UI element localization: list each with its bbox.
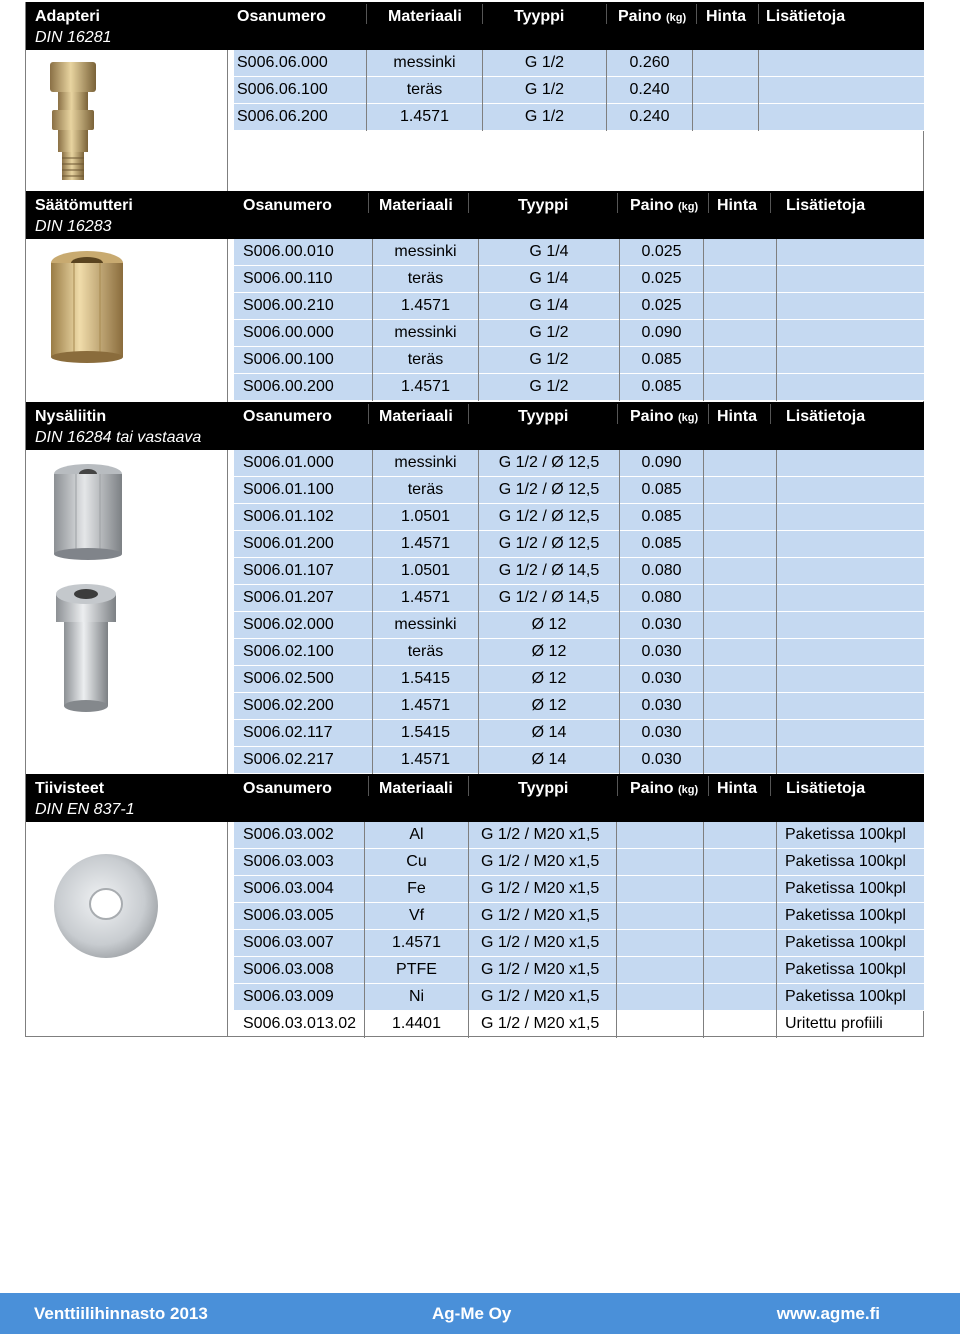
cell-divider: [703, 612, 704, 639]
footer-website: www.agme.fi: [776, 1304, 880, 1323]
col-tyyppi: Tyyppi: [518, 197, 569, 214]
section-title: Säätömutteri: [35, 197, 133, 214]
section-rows: [234, 50, 924, 131]
table-row: [234, 531, 924, 558]
cell-divider: [776, 666, 777, 693]
table-row: [234, 849, 924, 876]
cell-divider: [776, 477, 777, 504]
cell-divider: [703, 320, 704, 347]
cell-osanumero: S006.00.000: [243, 324, 334, 341]
table-row: [234, 984, 924, 1011]
hex-nipple-product-image: [50, 462, 126, 562]
cell-divider: [703, 347, 704, 374]
cell-tyyppi: G 1/2 / M20 x1,5: [481, 934, 600, 951]
cell-divider: [776, 930, 777, 957]
cell-divider: [616, 822, 617, 849]
cell-materiaali: messinki: [394, 454, 457, 471]
cell-divider: [703, 585, 704, 612]
cell-tyyppi: G 1/4: [529, 270, 569, 287]
col-lisatietoja: Lisätietoja: [786, 408, 866, 425]
cell-tyyppi: G 1/2 / M20 x1,5: [481, 826, 600, 843]
cell-materiaali: Vf: [408, 907, 425, 924]
table-row: [234, 747, 924, 774]
section-rows: [234, 239, 924, 401]
cell-paino: 0.025: [641, 297, 682, 314]
col-lisatietoja: Lisätietoja: [786, 780, 866, 797]
cell-paino: 0.085: [641, 351, 682, 368]
sealing-washer-product-image: [52, 848, 160, 960]
cell-divider: [703, 984, 704, 1011]
cell-materiaali: 1.4571: [392, 934, 441, 951]
cell-tyyppi: Ø 14: [531, 751, 567, 768]
cell-divider: [703, 903, 704, 930]
cell-materiaali: teräs: [407, 643, 444, 660]
cell-divider: [468, 957, 469, 984]
section-title: Nysäliitin: [35, 408, 107, 425]
cell-paino: 0.085: [641, 508, 682, 525]
col-osanumero: Osanumero: [243, 408, 332, 425]
col-lisatietoja: Lisätietoja: [786, 197, 866, 214]
table-row: [234, 50, 924, 77]
cell-divider: [616, 903, 617, 930]
cell-materiaali: 1.5415: [401, 670, 450, 687]
header-separator: [758, 4, 759, 24]
cell-osanumero: S006.02.500: [243, 670, 334, 687]
cell-materiaali: 1.4401: [392, 1015, 441, 1032]
cell-osanumero: S006.01.200: [243, 535, 334, 552]
table-row: [234, 693, 924, 720]
cell-tyyppi: Ø 12: [531, 616, 567, 633]
cell-divider: [616, 984, 617, 1011]
section-title: Tiivisteet: [35, 780, 105, 797]
table-row: [234, 930, 924, 957]
cell-divider: [758, 77, 759, 104]
header-separator: [606, 4, 607, 24]
cell-lisatietoja: Paketissa 100kpl: [785, 961, 906, 978]
table-row: [234, 293, 924, 320]
cell-divider: [703, 374, 704, 401]
cell-paino: 0.240: [629, 108, 670, 125]
adjusting-nut-product-image: [46, 249, 128, 365]
cell-osanumero: S006.06.200: [237, 108, 328, 125]
cell-divider: [776, 347, 777, 374]
section-rows: [234, 822, 924, 1038]
table-row: [234, 666, 924, 693]
col-hinta: Hinta: [717, 197, 757, 214]
cell-paino: 0.090: [641, 454, 682, 471]
cell-divider: [692, 104, 693, 131]
cell-tyyppi: G 1/2 / M20 x1,5: [481, 1015, 600, 1032]
section-header: [26, 191, 924, 239]
cell-osanumero: S006.00.010: [243, 243, 334, 260]
cell-osanumero: S006.01.102: [243, 508, 334, 525]
cell-materiaali: 1.4571: [401, 297, 450, 314]
col-paino: Paino (kg): [618, 8, 687, 25]
cell-paino: 0.030: [641, 697, 682, 714]
cell-divider: [616, 876, 617, 903]
cell-materiaali: Cu: [406, 853, 427, 870]
col-lisatietoja: Lisätietoja: [766, 8, 846, 25]
cell-paino: 0.090: [641, 324, 682, 341]
cell-tyyppi: G 1/2 / Ø 12,5: [498, 535, 600, 552]
col-tyyppi: Tyyppi: [518, 780, 569, 797]
cell-osanumero: S006.01.000: [243, 454, 334, 471]
cell-tyyppi: G 1/2: [529, 351, 569, 368]
cell-paino: 0.240: [629, 81, 670, 98]
cell-divider: [703, 849, 704, 876]
cell-divider: [776, 720, 777, 747]
table-row: [234, 450, 924, 477]
col-tyyppi: Tyyppi: [514, 8, 565, 25]
cell-tyyppi: G 1/2 / Ø 12,5: [498, 454, 600, 471]
cell-divider: [776, 876, 777, 903]
col-tyyppi: Tyyppi: [518, 408, 569, 425]
cell-divider: [776, 558, 777, 585]
cell-divider: [776, 450, 777, 477]
cell-divider: [703, 266, 704, 293]
cell-divider: [703, 666, 704, 693]
cell-divider: [776, 374, 777, 401]
cell-tyyppi: Ø 12: [531, 643, 567, 660]
cell-tyyppi: G 1/2: [529, 378, 569, 395]
cell-osanumero: S006.03.007: [243, 934, 334, 951]
cell-paino: 0.030: [641, 751, 682, 768]
image-column-divider: [227, 2, 228, 1037]
cell-tyyppi: G 1/4: [529, 243, 569, 260]
cell-osanumero: S006.00.100: [243, 351, 334, 368]
cell-divider: [776, 531, 777, 558]
cell-divider: [776, 612, 777, 639]
section-standard: DIN EN 837-1: [35, 801, 135, 818]
cell-divider: [758, 50, 759, 77]
cell-paino: 0.080: [641, 562, 682, 579]
cell-divider: [776, 320, 777, 347]
cell-divider: [468, 849, 469, 876]
page-footer: [0, 1293, 960, 1334]
cell-tyyppi: G 1/4: [529, 297, 569, 314]
cell-divider: [776, 849, 777, 876]
cell-osanumero: S006.03.004: [243, 880, 334, 897]
cell-divider: [616, 930, 617, 957]
cell-divider: [468, 930, 469, 957]
cell-materiaali: messinki: [394, 243, 457, 260]
table-row: [234, 504, 924, 531]
cell-lisatietoja: Paketissa 100kpl: [785, 988, 906, 1005]
cell-divider: [703, 293, 704, 320]
cell-divider: [703, 1011, 704, 1038]
cell-osanumero: S006.01.100: [243, 481, 334, 498]
cell-divider: [468, 822, 469, 849]
cell-tyyppi: G 1/2 / Ø 12,5: [498, 481, 600, 498]
cell-tyyppi: G 1/2 / Ø 14,5: [498, 589, 600, 606]
cell-paino: 0.030: [641, 724, 682, 741]
table-row: [234, 1011, 924, 1038]
cell-divider: [703, 558, 704, 585]
col-materiaali: Materiaali: [379, 780, 453, 797]
cell-lisatietoja: Paketissa 100kpl: [785, 934, 906, 951]
cell-divider: [616, 957, 617, 984]
table-row: [234, 77, 924, 104]
cell-divider: [468, 876, 469, 903]
cell-divider: [703, 957, 704, 984]
table-row: [234, 957, 924, 984]
cell-materiaali: Ni: [408, 988, 425, 1005]
cell-paino: 0.085: [641, 481, 682, 498]
cell-materiaali: 1.4571: [401, 697, 450, 714]
cell-divider: [776, 239, 777, 266]
section-standard: DIN 16281: [35, 29, 112, 46]
col-paino: Paino (kg): [630, 197, 699, 214]
header-separator: [696, 4, 697, 24]
cell-materiaali: teräs: [407, 481, 444, 498]
cell-divider: [703, 693, 704, 720]
col-osanumero: Osanumero: [243, 197, 332, 214]
cell-materiaali: teräs: [407, 351, 444, 368]
cell-lisatietoja: Paketissa 100kpl: [785, 907, 906, 924]
col-materiaali: Materiaali: [379, 408, 453, 425]
cell-tyyppi: G 1/2: [524, 54, 565, 71]
cell-materiaali: 1.4571: [401, 535, 450, 552]
cell-divider: [703, 822, 704, 849]
cell-osanumero: S006.03.008: [243, 961, 334, 978]
cell-lisatietoja: Paketissa 100kpl: [785, 826, 906, 843]
cell-tyyppi: G 1/2: [529, 324, 569, 341]
cell-osanumero: S006.00.110: [243, 270, 333, 287]
cell-materiaali: teräs: [407, 270, 444, 287]
cell-divider: [703, 876, 704, 903]
cell-divider: [776, 585, 777, 612]
table-row: [234, 320, 924, 347]
cell-divider: [703, 747, 704, 774]
cell-materiaali: Fe: [407, 880, 426, 897]
cell-divider: [776, 693, 777, 720]
cell-divider: [692, 50, 693, 77]
header-separator: [366, 4, 367, 24]
cell-materiaali: PTFE: [396, 961, 437, 978]
cell-materiaali: 1.4571: [401, 378, 450, 395]
col-paino: Paino (kg): [630, 408, 699, 425]
cell-tyyppi: G 1/2 / M20 x1,5: [481, 961, 600, 978]
col-materiaali: Materiaali: [379, 197, 453, 214]
weld-nipple-product-image: [54, 580, 118, 714]
cell-divider: [703, 720, 704, 747]
cell-divider: [776, 1011, 777, 1038]
table-row: [234, 822, 924, 849]
cell-divider: [703, 639, 704, 666]
cell-divider: [616, 849, 617, 876]
cell-materiaali: Al: [409, 826, 424, 843]
cell-osanumero: S006.06.000: [237, 54, 328, 71]
cell-tyyppi: Ø 12: [531, 697, 567, 714]
cell-lisatietoja: Paketissa 100kpl: [785, 853, 906, 870]
section-header: [26, 774, 924, 822]
cell-paino: 0.260: [629, 54, 670, 71]
cell-divider: [776, 266, 777, 293]
col-paino: Paino (kg): [630, 780, 699, 797]
cell-paino: 0.030: [641, 643, 682, 660]
cell-divider: [468, 1011, 469, 1038]
col-hinta: Hinta: [706, 8, 746, 25]
cell-divider: [776, 747, 777, 774]
section-header: [26, 2, 924, 50]
cell-osanumero: S006.02.117: [243, 724, 333, 741]
cell-lisatietoja: Paketissa 100kpl: [785, 880, 906, 897]
section-header: [26, 402, 924, 450]
cell-materiaali: 1.4571: [400, 108, 449, 125]
table-row: [234, 104, 924, 131]
header-separator: [482, 4, 483, 24]
cell-divider: [703, 930, 704, 957]
cell-materiaali: 1.4571: [401, 589, 450, 606]
cell-paino: 0.025: [641, 270, 682, 287]
cell-materiaali: 1.0501: [401, 508, 450, 525]
cell-osanumero: S006.00.200: [243, 378, 334, 395]
cell-divider: [616, 1011, 617, 1038]
cell-divider: [776, 504, 777, 531]
cell-divider: [703, 504, 704, 531]
table-row: [234, 374, 924, 401]
cell-divider: [776, 639, 777, 666]
cell-divider: [468, 984, 469, 1011]
footer-company: Ag-Me Oy: [432, 1304, 512, 1323]
col-osanumero: Osanumero: [237, 8, 326, 25]
cell-osanumero: S006.03.002: [243, 826, 334, 843]
cell-materiaali: 1.4571: [401, 751, 450, 768]
table-row: [234, 639, 924, 666]
cell-osanumero: S006.03.003: [243, 853, 334, 870]
cell-divider: [776, 957, 777, 984]
cell-tyyppi: Ø 12: [531, 670, 567, 687]
cell-tyyppi: G 1/2 / M20 x1,5: [481, 853, 600, 870]
cell-divider: [692, 77, 693, 104]
cell-paino: 0.085: [641, 535, 682, 552]
col-osanumero: Osanumero: [243, 780, 332, 797]
cell-tyyppi: G 1/2: [524, 108, 565, 125]
table-row: [234, 558, 924, 585]
table-row: [234, 477, 924, 504]
cell-osanumero: S006.00.210: [243, 297, 334, 314]
table-row: [234, 876, 924, 903]
cell-tyyppi: G 1/2 / M20 x1,5: [481, 907, 600, 924]
cell-tyyppi: G 1/2 / M20 x1,5: [481, 880, 600, 897]
table-row: [234, 612, 924, 639]
cell-osanumero: S006.02.217: [243, 751, 334, 768]
cell-materiaali: messinki: [393, 54, 456, 71]
cell-divider: [776, 822, 777, 849]
cell-tyyppi: G 1/2 / M20 x1,5: [481, 988, 600, 1005]
cell-materiaali: 1.0501: [401, 562, 450, 579]
cell-paino: 0.030: [641, 670, 682, 687]
cell-tyyppi: G 1/2 / Ø 12,5: [498, 508, 600, 525]
col-hinta: Hinta: [717, 780, 757, 797]
cell-divider: [703, 239, 704, 266]
cell-divider: [776, 903, 777, 930]
cell-paino: 0.085: [641, 378, 682, 395]
cell-osanumero: S006.02.100: [243, 643, 334, 660]
cell-divider: [468, 903, 469, 930]
cell-divider: [776, 984, 777, 1011]
cell-tyyppi: G 1/2 / Ø 14,5: [498, 562, 600, 579]
table-row: [234, 903, 924, 930]
cell-divider: [703, 531, 704, 558]
section-standard: DIN 16284 tai vastaava: [35, 429, 202, 446]
cell-materiaali: 1.5415: [401, 724, 450, 741]
cell-tyyppi: G 1/2: [524, 81, 565, 98]
section-standard: DIN 16283: [35, 218, 112, 235]
cell-tyyppi: Ø 14: [531, 724, 567, 741]
section-title: Adapteri: [35, 8, 100, 25]
col-hinta: Hinta: [717, 408, 757, 425]
cell-osanumero: S006.03.013.02: [243, 1015, 356, 1032]
cell-divider: [776, 293, 777, 320]
cell-paino: 0.030: [641, 616, 682, 633]
table-row: [234, 266, 924, 293]
cell-osanumero: S006.06.100: [237, 81, 328, 98]
table-row: [234, 239, 924, 266]
cell-paino: 0.080: [641, 589, 682, 606]
adapter-product-image: [40, 58, 106, 186]
cell-divider: [758, 104, 759, 131]
cell-osanumero: S006.03.009: [243, 988, 334, 1005]
cell-osanumero: S006.03.005: [243, 907, 334, 924]
table-row: [234, 585, 924, 612]
cell-materiaali: messinki: [394, 616, 457, 633]
cell-osanumero: S006.02.000: [243, 616, 334, 633]
cell-paino: 0.025: [641, 243, 682, 260]
cell-osanumero: S006.02.200: [243, 697, 334, 714]
cell-materiaali: teräs: [406, 81, 443, 98]
cell-divider: [703, 477, 704, 504]
col-materiaali: Materiaali: [388, 8, 462, 25]
cell-osanumero: S006.01.207: [243, 589, 334, 606]
footer-document-title: Venttiilihinnasto 2013: [34, 1304, 208, 1323]
cell-materiaali: messinki: [394, 324, 457, 341]
table-row: [234, 347, 924, 374]
cell-lisatietoja: Uritettu profiili: [785, 1015, 883, 1032]
table-row: [234, 720, 924, 747]
cell-osanumero: S006.01.107: [243, 562, 334, 579]
section-rows: [234, 450, 924, 774]
cell-divider: [703, 450, 704, 477]
